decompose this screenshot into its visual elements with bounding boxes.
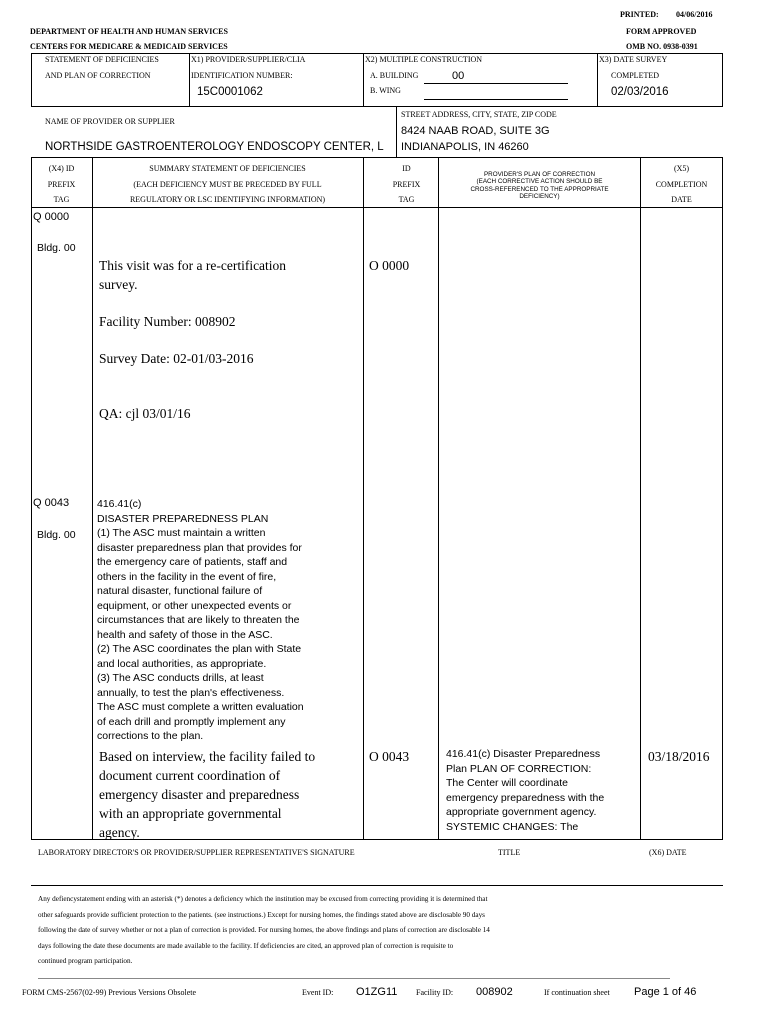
reg-line: equipment, or other unexpected events or bbox=[97, 599, 292, 612]
title-label: TITLE bbox=[498, 848, 521, 857]
plan-line: SYSTEMIC CHANGES: The bbox=[446, 820, 579, 833]
plan-column-rule bbox=[640, 157, 641, 840]
continuation-sheet-label: If continuation sheet bbox=[544, 988, 610, 997]
disclaimer-line: following the date of survey whether or not a plan of correction is provided. For nursing homes, the above findings and plans of correction are disclosable 14 bbox=[38, 926, 490, 934]
x1-sublabel: IDENTIFICATION NUMBER: bbox=[191, 71, 293, 80]
provider-row-bottom-rule bbox=[31, 157, 722, 158]
finding-line: document current coordination of bbox=[99, 768, 281, 783]
provider-address-divider bbox=[396, 107, 397, 158]
id-header-1: ID bbox=[402, 164, 411, 173]
reg-line: DISASTER PREPAREDNESS PLAN bbox=[97, 512, 269, 525]
recert-line-1: This visit was for a re-certification bbox=[99, 258, 287, 273]
bldg-q0043: Bldg. 00 bbox=[37, 529, 76, 541]
reg-line: (3) The ASC conducts drills, at least bbox=[97, 672, 264, 684]
x5-header-2: COMPLETION bbox=[655, 180, 708, 189]
top-box-left-rule bbox=[31, 53, 32, 107]
id-tag-o0000: O 0000 bbox=[369, 258, 410, 273]
building-label: A. BUILDING bbox=[370, 71, 419, 80]
prefix-column-rule bbox=[92, 157, 93, 840]
address-label: STREET ADDRESS, CITY, STATE, ZIP CODE bbox=[401, 110, 557, 119]
finding-line: emergency disaster and preparedness bbox=[99, 787, 300, 802]
facility-id-value: 008902 bbox=[476, 986, 513, 998]
id-header-2: PREFIX bbox=[392, 180, 421, 189]
printed-label: PRINTED: bbox=[620, 10, 659, 19]
prefix-header-2: PREFIX bbox=[47, 180, 76, 189]
statement-label-2: AND PLAN OF CORRECTION bbox=[45, 71, 151, 80]
building-value: 00 bbox=[452, 70, 465, 82]
plan-of-correction-text bbox=[446, 747, 638, 834]
address-line-2: INDIANAPOLIS, IN 46260 bbox=[401, 141, 529, 153]
plan-header bbox=[439, 171, 640, 200]
provider-name: NORTHSIDE GASTROENTEROLOGY ENDOSCOPY CENTER, L bbox=[45, 141, 384, 153]
reg-line: (1) The ASC must maintain a written bbox=[97, 527, 266, 539]
reg-line: others in the facility in the event of fire, bbox=[97, 570, 277, 583]
summary-column-rule bbox=[363, 157, 364, 840]
id-column-rule bbox=[438, 157, 439, 840]
plan-line: The Center will coordinate bbox=[446, 777, 568, 789]
plan-line: appropriate government agency. bbox=[446, 806, 597, 818]
divider-x2 bbox=[363, 53, 364, 107]
disclaimer-line: continued program participation. bbox=[38, 957, 133, 965]
survey-completed-date: 02/03/2016 bbox=[611, 86, 669, 98]
address-line-1: 8424 NAAB ROAD, SUITE 3G bbox=[401, 125, 550, 137]
finding-line: with an appropriate governmental bbox=[99, 806, 282, 821]
reg-line: of each drill and promptly implement any bbox=[97, 715, 286, 728]
top-box-right-rule bbox=[722, 53, 723, 107]
event-id-value: O1ZG11 bbox=[356, 986, 398, 998]
plan-line: Plan PLAN OF CORRECTION: bbox=[446, 762, 592, 775]
x3-sublabel: COMPLETED bbox=[611, 71, 659, 80]
form-number: FORM CMS-2567(02-99) Previous Versions Obsolete bbox=[22, 988, 197, 997]
plan-header-2: (EACH CORRECTIVE ACTION SHOULD BE bbox=[476, 178, 603, 186]
id-header-3: TAG bbox=[398, 195, 415, 204]
finding-text bbox=[99, 747, 361, 842]
department-name: DEPARTMENT OF HEALTH AND HUMAN SERVICES bbox=[30, 27, 228, 36]
x3-label: X3) DATE SURVEY bbox=[599, 55, 668, 64]
x6-date-label: (X6) DATE bbox=[649, 848, 687, 857]
prefix-header-1: (X4) ID bbox=[48, 164, 75, 173]
reg-line: natural disaster, functional failure of bbox=[97, 585, 263, 597]
statement-label-1: STATEMENT OF DEFICIENCIES bbox=[45, 55, 159, 64]
page-number: Page 1 of 46 bbox=[634, 986, 697, 998]
facility-id-label: Facility ID: bbox=[416, 988, 454, 997]
reg-line: circumstances that are likely to threaten the bbox=[97, 614, 300, 626]
form-approved: FORM APPROVED bbox=[626, 27, 697, 36]
plan-line: emergency preparedness with the bbox=[446, 791, 605, 804]
summary-header-3: REGULATORY OR LSC IDENTIFYING INFORMATION) bbox=[129, 195, 326, 204]
survey-date: Survey Date: 02-01/03-2016 bbox=[99, 351, 254, 366]
footer-rule bbox=[38, 978, 670, 979]
x1-label: X1) PROVIDER/SUPPLIER/CLIA bbox=[191, 55, 306, 64]
wing-label: B. WING bbox=[370, 86, 401, 95]
reg-line: health and safety of those in the ASC. bbox=[97, 628, 273, 641]
top-box-bottom-rule bbox=[31, 106, 722, 107]
wing-underline bbox=[424, 99, 568, 100]
reg-line: corrections to the plan. bbox=[97, 730, 204, 742]
x2-label: X2) MULTIPLE CONSTRUCTION bbox=[365, 55, 483, 64]
table-left-rule bbox=[31, 157, 32, 840]
recert-statement bbox=[99, 256, 286, 294]
disclaimer-line: other safeguards provide sufficient protection to the patients. (see instructions.) Except for nursing homes, the findings stated above are disclosable 90 days bbox=[38, 910, 485, 919]
qa-note: QA: cjl 03/01/16 bbox=[99, 406, 191, 421]
recert-line-2: survey. bbox=[99, 277, 138, 292]
divider-x1 bbox=[189, 53, 190, 107]
summary-header-1: SUMMARY STATEMENT OF DEFICIENCIES bbox=[149, 164, 306, 173]
printed-date: 04/06/2016 bbox=[676, 10, 713, 19]
director-signature-label: LABORATORY DIRECTOR'S OR PROVIDER/SUPPLIER REPRESENTATIVE'S SIGNATURE bbox=[38, 848, 355, 857]
plan-line: 416.41(c) Disaster Preparedness bbox=[446, 748, 601, 760]
id-tag-o0043: O 0043 bbox=[369, 749, 410, 764]
top-box-top-rule bbox=[31, 53, 722, 54]
plan-header-4: DEFICIENCY) bbox=[519, 192, 560, 200]
centers-name: CENTERS FOR MEDICARE & MEDICAID SERVICES bbox=[30, 42, 228, 51]
divider-x3 bbox=[597, 53, 598, 107]
tag-q0043: Q 0043 bbox=[33, 497, 70, 509]
finding-line: Based on interview, the facility failed to bbox=[99, 749, 316, 764]
reg-line: annually, to test the plan's effectiveness. bbox=[97, 686, 285, 699]
disclaimer-line: Any defiencystatement ending with an asterisk (*) denotes a deficiency which the institution may be excused from correcting providing it is determined that bbox=[38, 895, 488, 903]
regulation-text bbox=[97, 497, 361, 744]
disclaimer bbox=[38, 892, 728, 970]
x5-header-3: DATE bbox=[671, 195, 692, 204]
table-right-rule bbox=[722, 157, 723, 840]
reg-line: the emergency care of patients, staff and bbox=[97, 556, 288, 568]
omb-number: OMB NO. 0938-0391 bbox=[626, 42, 698, 51]
tag-q0000: Q 0000 bbox=[33, 211, 70, 223]
reg-line: disaster preparedness plan that provides for bbox=[97, 541, 302, 554]
building-underline bbox=[424, 83, 568, 84]
provider-name-label: NAME OF PROVIDER OR SUPPLIER bbox=[45, 117, 175, 126]
reg-line: and local authorities, as appropriate. bbox=[97, 657, 267, 670]
prefix-header-3: TAG bbox=[53, 195, 70, 204]
reg-line: (2) The ASC coordinates the plan with State bbox=[97, 643, 302, 655]
column-header-rule bbox=[31, 207, 722, 208]
x5-header-1: (X5) bbox=[673, 164, 690, 173]
bldg-q0000: Bldg. 00 bbox=[37, 242, 76, 254]
reg-line: 416.41(c) bbox=[97, 498, 142, 510]
event-id-label: Event ID: bbox=[302, 988, 334, 997]
reg-line: The ASC must complete a written evaluation bbox=[97, 701, 304, 713]
completion-date: 03/18/2016 bbox=[648, 749, 710, 764]
facility-number: Facility Number: 008902 bbox=[99, 314, 236, 329]
plan-header-3: CROSS-REFERENCED TO THE APPROPRIATE bbox=[470, 185, 609, 193]
disclaimer-line: days following the date these documents are made available to the facility. If deficiencies are cited, an approved plan of correction is requisite to bbox=[38, 941, 454, 950]
summary-header-2: (EACH DEFICIENCY MUST BE PRECEDED BY FULL bbox=[133, 180, 322, 189]
finding-line: agency. bbox=[99, 825, 140, 840]
provider-id-number: 15C0001062 bbox=[197, 86, 263, 98]
plan-header-1: PROVIDER'S PLAN OF CORRECTION bbox=[483, 171, 596, 178]
disclaimer-rule bbox=[31, 885, 723, 886]
